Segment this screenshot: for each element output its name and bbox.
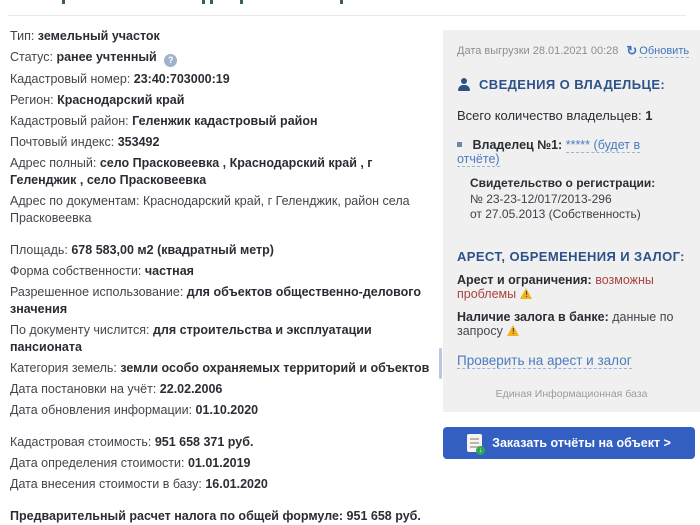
detail-row [10, 71, 438, 88]
detail-value: 16.01.2020 [205, 477, 268, 491]
arrest-label: Арест и ограничения: [457, 272, 592, 287]
registration-number: № 23-23-12/017/2013-296 [470, 191, 612, 206]
registration-block [470, 176, 686, 223]
detail-label: Кадастровый номер: [10, 72, 134, 86]
clipped-heading-remnant [0, 0, 700, 5]
document-icon [467, 434, 482, 452]
detail-label: Площадь: [10, 243, 72, 257]
detail-row [10, 49, 438, 67]
detail-value: 01.10.2020 [195, 403, 259, 417]
detail-row [10, 193, 438, 227]
registration-date: от 27.05.2013 (Собственность) [470, 207, 641, 221]
detail-value: 23:40:703000:19 [133, 72, 230, 86]
check-arrest-link[interactable]: Проверить на арест и залог [457, 352, 632, 368]
detail-label: Дата определения стоимости: [10, 456, 188, 470]
detail-row [10, 242, 438, 259]
registration-title: Свидетельство о регистрации: [470, 176, 656, 190]
detail-label: Адрес по документам: [10, 194, 143, 208]
detail-row [10, 322, 438, 356]
detail-value: для объектов общественно-делового значения [10, 285, 421, 316]
owners-total [457, 108, 686, 123]
detail-label: Дата обновления информации: [10, 403, 196, 417]
person-icon [457, 78, 471, 92]
owner-masked: ***** [565, 138, 591, 152]
detail-value: 678 583,00 м2 (квадратный метр) [71, 243, 274, 257]
detail-value: Геленжик кадастровый район [132, 114, 318, 128]
download-badge-icon: ↓ [476, 446, 485, 455]
warning-icon [520, 288, 533, 299]
owner-label: Владелец №1: [472, 138, 563, 152]
refresh-link[interactable]: Обновить [639, 45, 690, 57]
detail-row [10, 434, 438, 451]
detail-label: По документу числится: [10, 323, 153, 337]
data-source-note: Единая Информационная база [495, 387, 648, 400]
detail-label: Форма собственности: [10, 264, 145, 278]
detail-row [10, 381, 438, 398]
warning-icon [507, 325, 520, 336]
detail-row [10, 263, 438, 280]
sidebar [443, 30, 700, 459]
detail-value: земли особо охраняемых территорий и объектов [120, 361, 430, 375]
detail-label: Кадастровая стоимость: [10, 435, 155, 449]
detail-row [10, 113, 438, 130]
owner-panel [443, 30, 700, 412]
detail-label: Статус: [10, 50, 57, 64]
detail-value: 22.02.2006 [159, 382, 223, 396]
owners-total-count: 1 [645, 108, 653, 123]
detail-value: 353492 [117, 135, 160, 149]
detail-value: частная [144, 264, 194, 278]
help-icon[interactable]: ? [164, 54, 177, 67]
detail-label: Разрешенное использование: [10, 285, 187, 299]
detail-value: Краснодарский край, г Геленджик, район села Прасковеевка [10, 194, 410, 225]
detail-label: Категория земель: [10, 361, 121, 375]
detail-row [10, 134, 438, 151]
owner-note: (будет в отчёте) [457, 138, 641, 166]
detail-row [10, 284, 438, 318]
detail-value: 01.01.2019 [187, 456, 251, 470]
check-link-row [457, 352, 686, 370]
detail-value: ранее учтенный [56, 50, 157, 64]
detail-label: Дата внесения стоимости в базу: [10, 477, 206, 491]
arrest-section-title-row [457, 249, 686, 264]
detail-value: земельный участок [37, 29, 160, 43]
detail-row [10, 155, 438, 189]
detail-row [10, 92, 438, 109]
detail-row [10, 455, 438, 472]
header-divider [8, 15, 686, 16]
detail-row [10, 402, 438, 419]
detail-row [10, 28, 438, 45]
detail-row [10, 360, 438, 377]
export-date-row [457, 43, 690, 59]
detail-value: 951 658 371 руб. [154, 435, 254, 449]
detail-label: Адрес полный: [10, 156, 100, 170]
details-list [10, 28, 438, 525]
owner-line [457, 138, 686, 166]
detail-label: Почтовый индекс: [10, 135, 118, 149]
bullet-icon [457, 142, 462, 147]
detail-label: Тип: [10, 29, 38, 43]
vertical-scrollbar-thumb[interactable] [439, 348, 442, 379]
owner-section-title-row [457, 77, 686, 92]
detail-value: село Прасковеевка , Краснодарский край , г Геленджик , село Прасковеевка [10, 156, 373, 187]
owners-total-label: Всего количество владельцев: [457, 108, 642, 123]
order-reports-label: Заказать отчёты на объект > [492, 435, 671, 450]
detail-value: Краснодарский край [57, 93, 185, 107]
pledge-label: Наличие залога в банке: [457, 309, 609, 324]
detail-label: Регион: [10, 93, 58, 107]
tax-estimate-row: Предварительный расчет налога по общей формуле: 951 658 руб. [10, 509, 421, 523]
arrest-line [457, 273, 686, 301]
pledge-line [457, 310, 686, 338]
order-reports-button[interactable] [443, 427, 695, 459]
owner-section-title: СВЕДЕНИЯ О ВЛАДЕЛЬЦЕ: [479, 77, 666, 92]
detail-label: Дата постановки на учёт: [10, 382, 160, 396]
arrest-value: возможны проблемы [457, 272, 654, 301]
arrest-section-title: АРЕСТ, ОБРЕМЕНЕНИЯ И ЗАЛОГ: [457, 248, 685, 264]
refresh-icon[interactable]: ↻ [626, 43, 638, 58]
pledge-value: данные по запросу [457, 309, 674, 338]
export-date: Дата выгрузки 28.01.2021 00:28 [457, 45, 619, 57]
detail-row [10, 476, 438, 493]
detail-value: для строительства и эксплуатации пансионата [10, 323, 372, 354]
detail-label: Кадастровый район: [10, 114, 133, 128]
